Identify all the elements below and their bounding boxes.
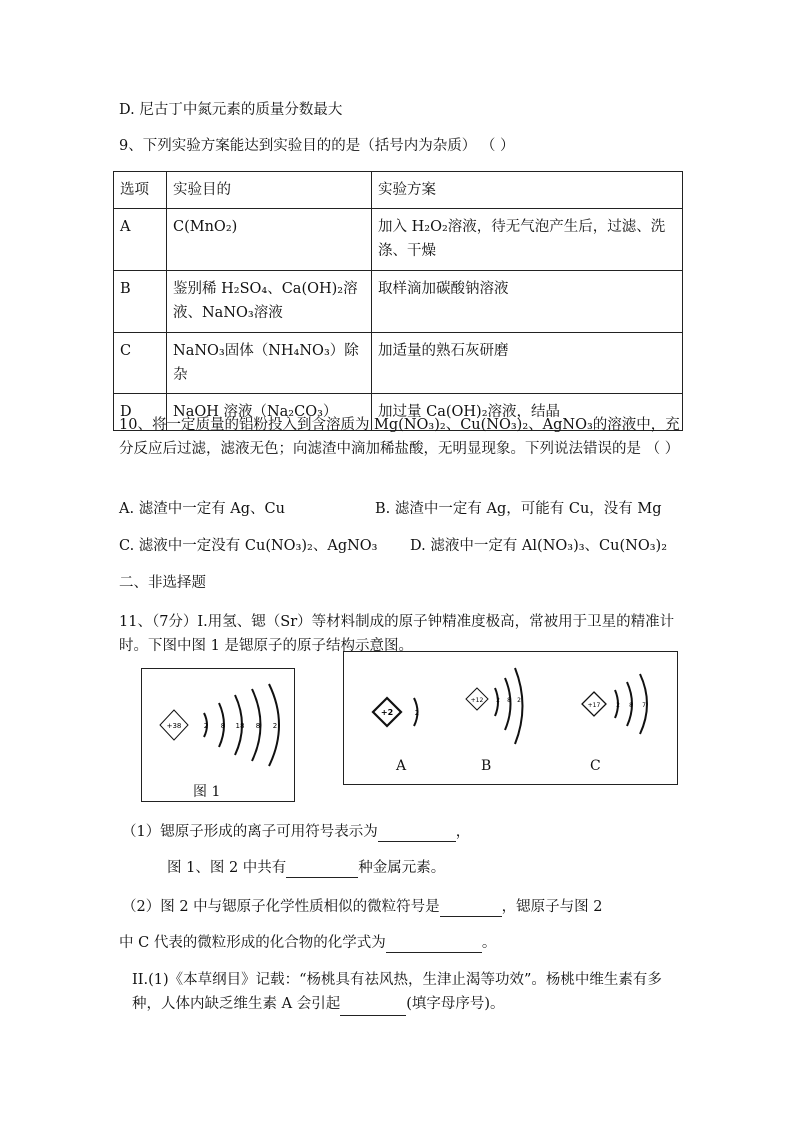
q10-option-c: C. 滤液中一定没有 Cu(NO₃)₂、AgNO₃ bbox=[119, 538, 378, 554]
electron-count: 8 bbox=[220, 722, 226, 730]
figure-2 bbox=[343, 651, 678, 785]
table-header-option: 选项 bbox=[114, 172, 167, 209]
row-purpose: NaNO₃固体（NH₄NO₃）除杂 bbox=[167, 333, 372, 394]
q11-part2 bbox=[122, 897, 603, 917]
row-purpose: NaOH 溶液（Na₂CO₃） bbox=[167, 394, 372, 431]
electron-count: 2 bbox=[496, 697, 500, 704]
q11-part1-text: （1）锶原子形成的离子可用符号表示为 bbox=[122, 824, 378, 840]
electron-count: 2 bbox=[517, 697, 521, 704]
electron-count: 2 bbox=[203, 722, 209, 730]
answer-blank[interactable] bbox=[378, 825, 456, 842]
nucleus-charge: +2 bbox=[380, 708, 394, 717]
electron-count: 2 bbox=[272, 722, 278, 730]
row-plan: 取样滴加碳酸钠溶液 bbox=[372, 271, 683, 333]
q11-part2b-text: 中 C 代表的微粒形成的化合物的化学式为 bbox=[119, 935, 386, 951]
q10-option-b: B. 滤渣中一定有 Ag，可能有 Cu，没有 Mg bbox=[375, 501, 662, 517]
figure-1 bbox=[141, 668, 295, 802]
table-row bbox=[114, 209, 683, 271]
q11-part-ii-text: II.(1)《本草纲目》记载：“杨桃具有祛风热，生津止渴等功效”。杨桃中维生素有多种，人体内缺乏维生素 A 会引起 bbox=[132, 972, 662, 1012]
row-label: A bbox=[114, 209, 167, 271]
table-header-row bbox=[114, 172, 683, 209]
q11-part1 bbox=[122, 822, 470, 842]
q11-part-ii bbox=[132, 968, 682, 1016]
q8-option-d: D. 尼古丁中氮元素的质量分数最大 bbox=[119, 102, 343, 118]
q10-option-a: A. 滤渣中一定有 Ag、Cu bbox=[119, 501, 285, 517]
table-row bbox=[114, 333, 683, 394]
table-row bbox=[114, 271, 683, 333]
q11-part1b-end: 种金属元素。 bbox=[358, 860, 446, 876]
row-label: C bbox=[114, 333, 167, 394]
particle-b-label: B bbox=[481, 758, 492, 774]
answer-blank[interactable] bbox=[286, 861, 358, 878]
q9-stem: 9、下列实验方案能达到实验目的的是（括号内为杂质） （ ） bbox=[119, 138, 515, 154]
answer-blank[interactable] bbox=[386, 936, 482, 953]
q11-part2b bbox=[119, 933, 496, 953]
electron-count: 8 bbox=[629, 702, 633, 709]
q10-option-d: D. 滤液中一定有 Al(NO₃)₃、Cu(NO₃)₂ bbox=[410, 538, 668, 554]
electron-count: 7 bbox=[642, 702, 646, 709]
electron-shell-arc bbox=[505, 678, 511, 730]
particle-c-label: C bbox=[590, 758, 601, 774]
q11-part2-end: ，锶原子与图 2 bbox=[501, 899, 603, 915]
electron-count: 18 bbox=[235, 722, 245, 730]
row-label: D bbox=[114, 394, 167, 431]
q11-part2b-end: 。 bbox=[481, 935, 497, 951]
electron-count: 2 bbox=[616, 702, 620, 709]
q11-part2-text: （2）图 2 中与锶原子化学性质相似的微粒符号是 bbox=[122, 899, 440, 915]
answer-blank[interactable] bbox=[440, 900, 502, 917]
strontium-atom-diagram bbox=[142, 669, 294, 779]
particle-diagrams bbox=[344, 652, 677, 752]
electron-count: 2 bbox=[414, 709, 420, 717]
section-title: 二、非选择题 bbox=[119, 575, 206, 591]
electron-count: 8 bbox=[255, 722, 261, 730]
q11-part1b bbox=[167, 858, 445, 878]
q9-table bbox=[113, 171, 683, 431]
q11-part-ii-end: (填字母序号)。 bbox=[406, 996, 505, 1012]
row-plan: 加过量 Ca(OH)₂溶液，结晶 bbox=[372, 394, 683, 431]
row-plan: 加入 H₂O₂溶液，待无气泡产生后，过滤、洗涤、干燥 bbox=[372, 209, 683, 271]
q11-part1b-text: 图 1、图 2 中共有 bbox=[167, 860, 287, 876]
nucleus-charge: +12 bbox=[470, 697, 484, 704]
figure-1-caption: 图 1 bbox=[193, 784, 221, 800]
row-label: B bbox=[114, 271, 167, 333]
row-purpose: C(MnO₂) bbox=[167, 209, 372, 271]
nucleus-charge: +38 bbox=[166, 722, 182, 730]
electron-count: 8 bbox=[507, 697, 511, 704]
q10-stem: 10、将一定质量的铝粉投入到含溶质为 Mg(NO₃)₂、Cu(NO₃)₂、AgNO₃的溶液中，充分反应后过滤，滤液无色；向滤渣中滴加稀盐酸，无明显现象。下列说法错误的是 （ ） bbox=[119, 417, 680, 457]
nucleus-charge: +17 bbox=[587, 702, 601, 709]
answer-blank[interactable] bbox=[340, 999, 406, 1016]
table-header-plan: 实验方案 bbox=[372, 172, 683, 209]
electron-shell-arc bbox=[515, 668, 523, 744]
q11-part1-end: ， bbox=[455, 824, 471, 840]
table-header-purpose: 实验目的 bbox=[167, 172, 372, 209]
row-plan: 加适量的熟石灰研磨 bbox=[372, 333, 683, 394]
particle-a-label: A bbox=[396, 758, 407, 774]
q11-stem: 11、（7分）I.用氢、锶（Sr）等材料制成的原子钟精准度极高，常被用于卫星的精准计时。下图中图 1 是锶原子的原子结构示意图。 bbox=[119, 614, 675, 654]
row-purpose: 鉴别稀 H₂SO₄、Ca(OH)₂溶液、NaNO₃溶液 bbox=[167, 271, 372, 333]
